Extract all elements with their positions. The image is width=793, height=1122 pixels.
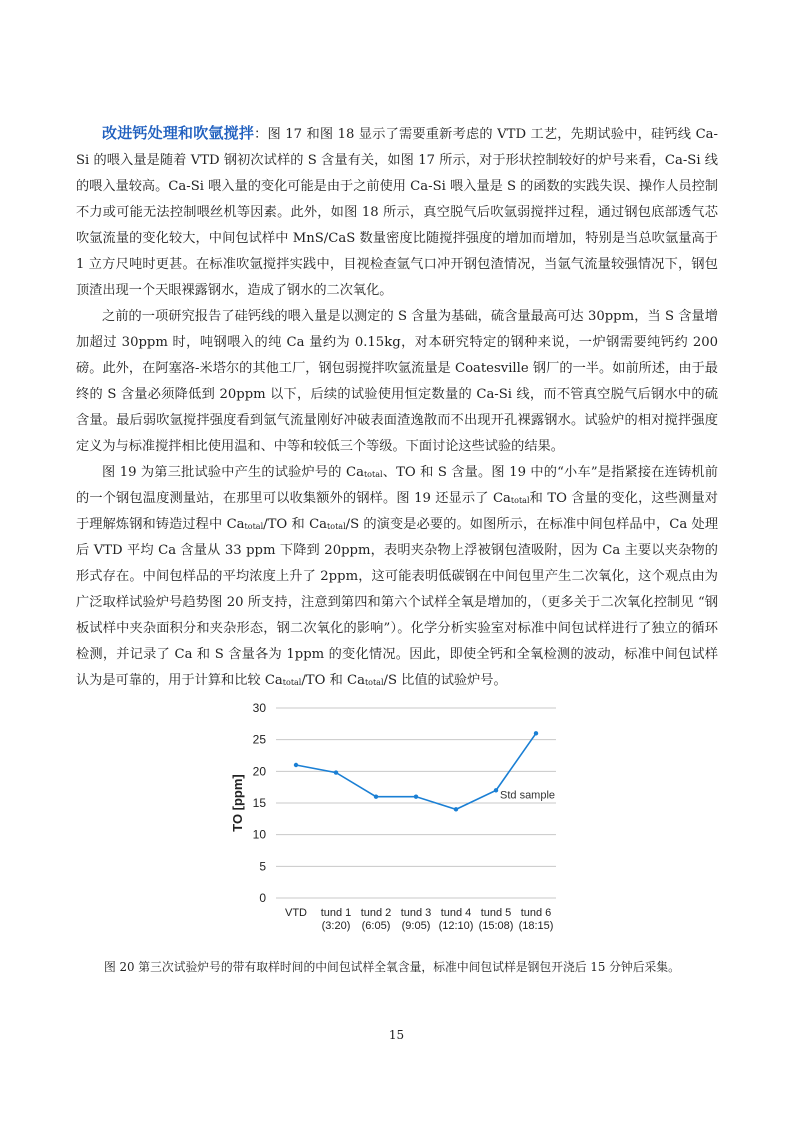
y-axis-label: TO [ppm]: [230, 774, 245, 832]
x-tick-label: VTD: [285, 907, 307, 919]
paragraph-calcium-argon: [76, 120, 718, 304]
figure-20: [224, 700, 564, 940]
document-body: [76, 120, 718, 694]
paragraph-1-text: ：图 17 和图 18 显示了需要重新考虑的 VTD 工艺，先期试验中，硅钙线 Ca-Si 的喂入量是随着 VTD 钢初次试样的 S 含量有关，如图 17 所示，对于形状控制较好的炉号来看，Ca-Si 线的喂入量较高。Ca-Si 喂入量的变化可能是由于之前使用 Ca-Si 喂入量是 S 的函数的实践失误、操作人员控制不力或可能无法控制喂丝机等因素。此外，如图 18 所示，真空脱气后吹氩弱搅拌过程，通过钢包底部透气芯吹氩流量的变化较大，中间包试样中 MnS/CaS 数量密度比随搅拌强度的增加而增加，特别是当总吹氩量高于 1 立方尺吨时更甚。在标准吹氩搅拌实践中，目视检查氩气口冲开钢包渣情况，当氩气流量较强情况下，钢包顶渣出现一个天眼裸露钢水，造成了钢水的二次氧化。: [76, 127, 718, 298]
data-point: [414, 794, 418, 798]
x-tick-label: tund 1: [320, 907, 352, 919]
subscript-total: total: [510, 496, 530, 505]
subscript-total: total: [244, 522, 264, 531]
x-tick-label: tund 5: [480, 907, 512, 919]
y-tick-label: 30: [252, 701, 266, 715]
figure-caption: 图 20 第三次试验炉号的带有取样时间的中间包试样全氧含量，标准中间包试样是钢包开浇后 15 分钟后采集。: [104, 960, 680, 974]
x-tick-label: tund 4: [440, 907, 472, 919]
x-tick-sublabel: (9:05): [401, 920, 431, 932]
data-point: [374, 794, 378, 798]
x-tick-label: tund 6: [520, 907, 552, 919]
x-tick-sublabel: (15:08): [478, 920, 514, 932]
data-point: [494, 788, 498, 792]
subscript-total: total: [327, 522, 346, 531]
data-point: [534, 731, 538, 735]
y-tick-label: 20: [252, 764, 266, 779]
paragraph-3-text-d: /TO 和 Ca: [263, 517, 328, 532]
section-heading: 改进钙处理和吹氩搅拌: [102, 124, 255, 142]
y-tick-label: 0: [259, 891, 266, 905]
subscript-total: total: [364, 678, 384, 687]
std-sample-annotation: Std sample: [500, 789, 556, 802]
paragraph-3-text-g: /S 比值的试验炉号。: [383, 673, 507, 688]
paragraph-3: [76, 460, 718, 694]
y-tick-label: 10: [252, 827, 266, 842]
y-tick-label: 5: [259, 859, 266, 874]
x-tick-sublabel: (6:05): [361, 920, 391, 932]
paragraph-3-text-c: 和 TO 含量的变化，这些测量对于理解炼钢和铸造过程中 Ca: [76, 491, 718, 532]
x-tick-sublabel: (12:10): [438, 920, 474, 932]
page-number: 15: [388, 1028, 405, 1042]
x-tick-label: tund 3: [400, 907, 432, 919]
paragraph-3-text-b: 、TO 和 S 含量。图 19 中的“小车”是指紧接在连铸机前的一个钢包温度测量站，在那里可以收集额外的钢样。图 19 还显示了 Ca: [76, 465, 718, 506]
to-line-chart: [224, 700, 564, 940]
paragraph-3-text-f: /TO 和 Ca: [301, 673, 365, 688]
subscript-total: total: [363, 470, 383, 479]
x-tick-label: tund 2: [360, 907, 392, 919]
data-point: [454, 807, 458, 811]
paragraph-3-text-e: /S 的演变是必要的。如图所示，在标准中间包样品中，Ca 处理后 VTD 平均 Ca 含量从 33 ppm 下降到 20ppm，表明夹杂物上浮被钢包渣吸附，因为 Ca 主要以夹杂物的形式存在。中间包样品的平均浓度上升了 2ppm，这可能表明低碳钢在中间包里产生二次氧化，这个观点由为广泛取样试验炉号趋势图 20 所支持，注意到第四和第六个试样全氧是增加的，（更多关于二次氧化控制见 “钢板试样中夹杂面积分和夹杂形态，钢二次氧化的影响”）。化学分析实验室对标准中间包试样进行了独立的循环检测，并记录了 Ca 和 S 含量各为 1ppm 的变化情况。因此，即使全钙和全氧检测的波动，标准中间包试样认为是可靠的，用于计算和比较 Ca: [76, 517, 719, 688]
y-tick-label: 25: [252, 732, 266, 747]
data-point: [294, 763, 298, 767]
x-tick-sublabel: (18:15): [518, 920, 554, 932]
subscript-total: total: [282, 678, 302, 687]
data-point: [334, 770, 338, 774]
x-tick-sublabel: (3:20): [321, 920, 351, 932]
paragraph-3-text-a: 图 19 为第三批试验中产生的试验炉号的 Ca: [102, 465, 364, 480]
paragraph-2: 之前的一项研究报告了硅钙线的喂入量是以测定的 S 含量为基础，硫含量最高可达 30ppm，当 S 含量增加超过 30ppm 时，吨钢喂入的纯 Ca 量约为 0.15kg，对本研究特定的钢种来说，一炉钢需要纯钙约 200 磅。此外，在阿塞洛-米塔尔的其他工厂，钢包弱搅拌吹氩流量是 Coatesville 钢厂的一半。如前所述，由于最终的 S 含量必须降低到 20ppm 以下，后续的试验使用恒定数量的 Ca-Si 线，而不管真空脱气后钢水中的硫含量。最后弱吹氩搅拌强度看到氩气流量刚好冲破表面渣逸散而不出现开孔裸露钢水。试验炉的相对搅拌强度定义为与标准搅拌相比使用温和、中等和较低三个等级。下面讨论这些试验的结果。: [76, 309, 718, 454]
y-tick-label: 15: [252, 796, 266, 810]
